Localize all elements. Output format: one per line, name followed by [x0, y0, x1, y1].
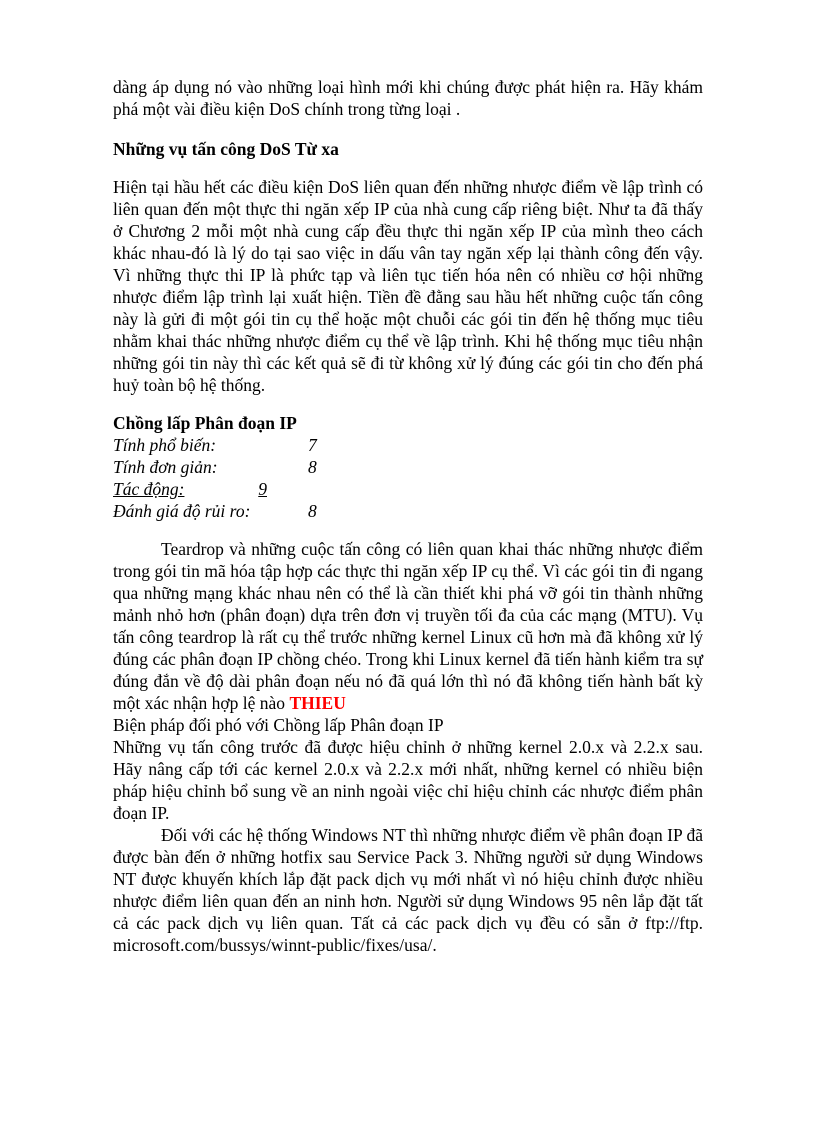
rating-risk — [113, 500, 703, 522]
intro-paragraph: dàng áp dụng nó vào những loại hình mới khi chúng được phát hiện ra. Hãy khám phá một vài điều kiện DoS chính trong từng loại . — [113, 77, 703, 119]
rating-impact — [113, 478, 703, 500]
missing-content-marker: THIEU — [289, 693, 346, 713]
rating-value: 7 — [308, 435, 317, 455]
countermeasure-paragraph: Những vụ tấn công trước đã được hiệu chỉnh ở những kernel 2.0.x và 2.2.x sau. Hãy nâng cấp tới các kernel 2.0.x và 2.2.x mới nhất, những kernel có nhiều biện pháp hiệu chỉnh bổ sung về an ninh ngoài việc chỉ hiệu chỉnh các nhược điểm phân đoạn IP. — [113, 737, 703, 823]
teardrop-text: Teardrop và những cuộc tấn công có liên quan khai thác những nhược điểm trong gói tin mã hóa tập hợp các thực thi ngăn xếp IP cụ thể. Vì các gói tin đi ngang qua những mạng khác nhau nên có thể là cần thiết khi phá vỡ gói tin thành những mảnh nhỏ hơn (phân đoạn) dựa trên đơn vị truyền tối đa của các mạng (MTU). Vụ tấn công teardrop là rất cụ thể trước những kernel Linux cũ hơn mà đã không xử lý đúng các phân đoạn IP chồng chéo. Trong khi Linux kernel đã tiến hành kiểm tra sự đúng đắn về độ dài phân đoạn nếu nó đã quá lớn thì nó đã không tiến hành bất kỳ một xác nhận hợp lệ nào — [113, 539, 703, 713]
rating-label: Tác động: — [113, 479, 185, 499]
windows-paragraph: Đối với các hệ thống Windows NT thì những nhược điểm về phân đoạn IP đã được bàn đến ở những hotfix sau Service Pack 3. Những người sử dụng Windows NT được khuyến khích lắp đặt pack dịch vụ mới nhất vì nó hiệu chỉnh được nhiều nhược điểm liên quan đến an ninh hơn. Người sử dụng Windows 95 nên lắp đặt tất cả các pack dịch vụ liên quan. Tất cả các pack dịch vụ đều có sẵn ở ftp://ftp. microsoft.com/bussys/winnt-public/fixes/usa/. — [113, 825, 703, 955]
document-page — [113, 76, 703, 956]
rating-label: Tính đơn giản: — [113, 457, 218, 477]
countermeasure-heading: Biện pháp đối phó với Chồng lấp Phân đoạn IP — [113, 715, 444, 735]
rating-value: 8 — [308, 457, 317, 477]
risk-ratings — [113, 434, 703, 522]
section-heading-remote-dos: Những vụ tấn công DoS Từ xa — [113, 139, 339, 159]
rating-value: 9 — [258, 479, 267, 499]
rating-impact-underlined — [113, 478, 267, 500]
rating-label: Tính phổ biến: — [113, 435, 217, 455]
teardrop-paragraph — [113, 538, 703, 714]
rating-label: Đánh giá độ rủi ro: — [113, 501, 251, 521]
rating-simplicity — [113, 456, 703, 478]
attack-heading-ip-fragment-overlap: Chồng lấp Phân đoạn IP — [113, 413, 297, 433]
rating-value: 8 — [308, 501, 317, 521]
rating-popularity — [113, 434, 703, 456]
section-paragraph-remote-dos: Hiện tại hầu hết các điều kiện DoS liên quan đến những nhược điểm về lập trình có liên quan đến một thực thi ngăn xếp IP của nhà cung cấp riêng biệt. Như ta đã thấy ở Chương 2 mỗi một nhà cung cấp đều thực thi ngăn xếp IP của mình theo cách khác nhau-đó là lý do tại sao việc in dấu vân tay ngăn xếp lại thành công đến vậy. Vì những thực thi IP là phức tạp và liên tục tiến hóa nên có nhiều cơ hội những nhược điểm lập trình lại xuất hiện. Tiền đề đằng sau hầu hết những cuộc tấn công này là gửi đi một gói tin cụ thể hoặc một chuỗi các gói tin đến hệ thống mục tiêu nhằm khai thác những nhược điểm cụ thể về lập trình. Khi hệ thống mục tiêu nhận những gói tin này thì các kết quả sẽ đi từ không xử lý đúng các gói tin cho đến phá huỷ toàn bộ hệ thống. — [113, 177, 703, 395]
